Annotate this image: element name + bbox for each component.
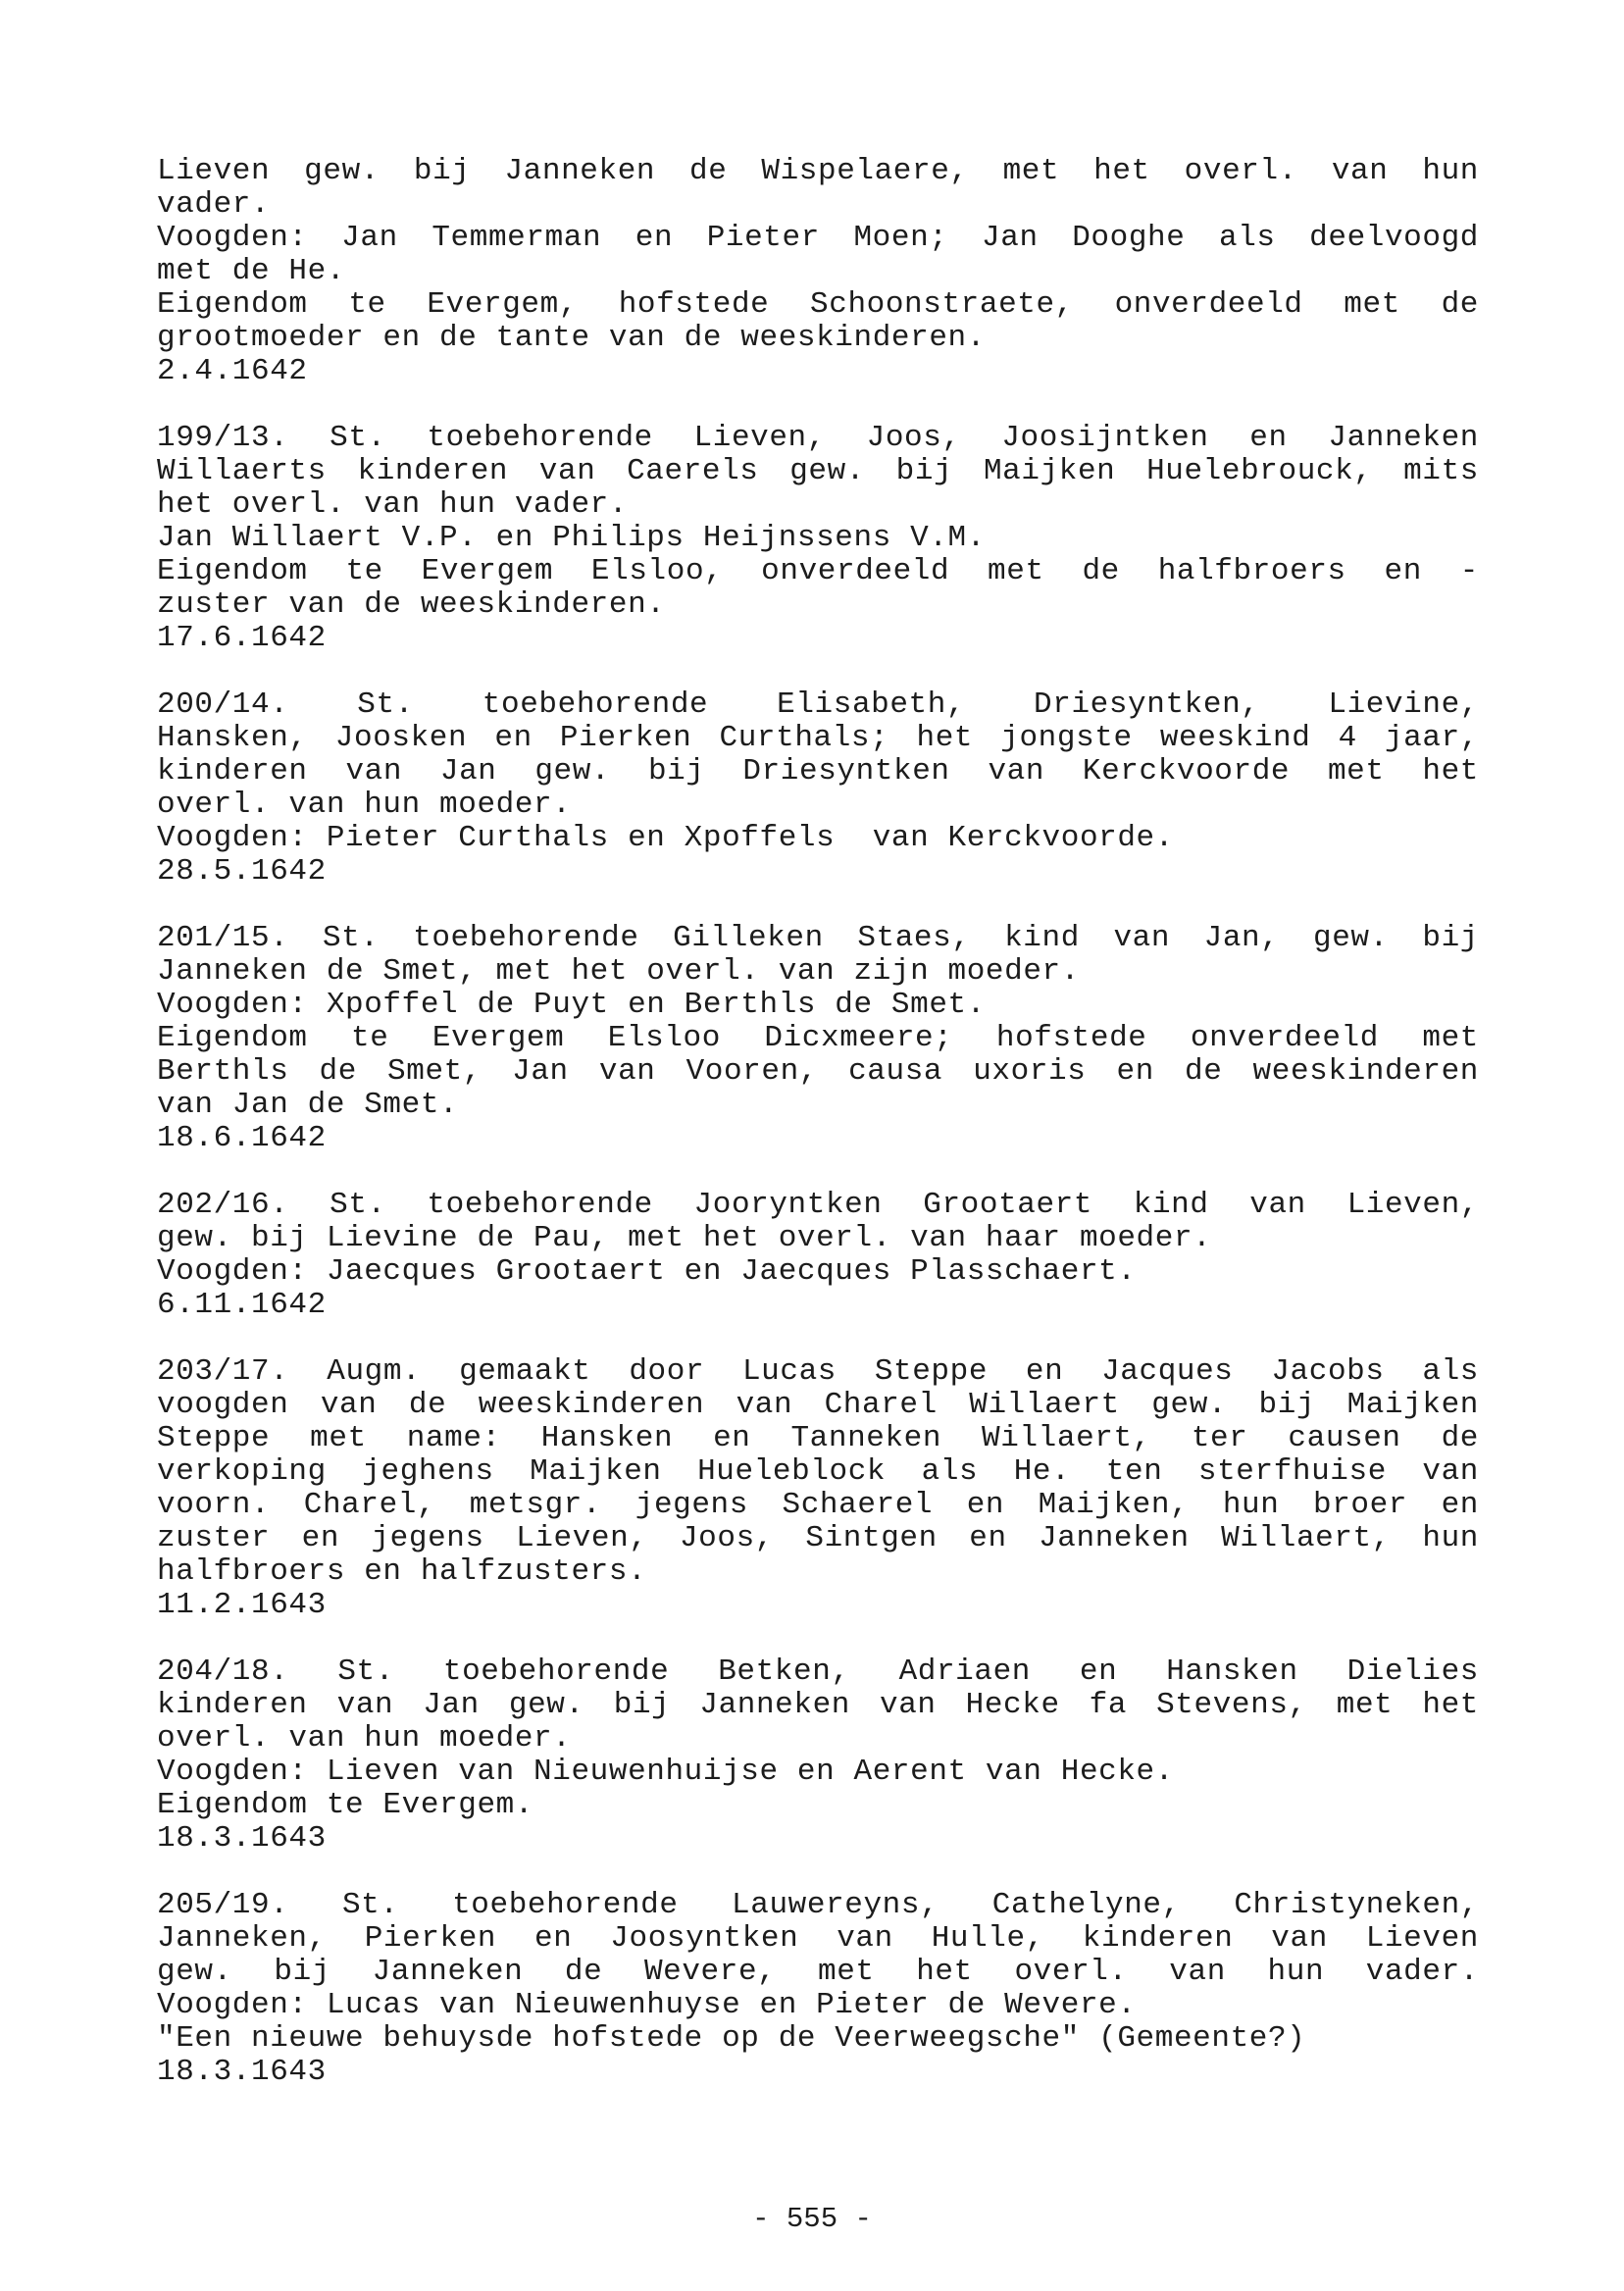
text-line: Eigendom te Evergem. xyxy=(157,1788,534,1822)
record-entry xyxy=(157,1189,1479,1322)
text-line: Eigendom te Evergem Elsloo Dicxmeere; hofstede onverdeeld met xyxy=(157,1021,1479,1055)
text-line: Steppe met name: Hansken en Tanneken Willaert, ter causen de xyxy=(157,1421,1479,1455)
text-line: grootmoeder en de tante van de weeskinderen. xyxy=(157,321,986,355)
text-line: het overl. van hun vader. xyxy=(157,487,629,522)
text-line: Voogden: Xpoffel de Puyt en Berthls de Smet. xyxy=(157,988,986,1022)
text-line: 18.6.1642 xyxy=(157,1121,327,1155)
document-page xyxy=(157,155,1479,2122)
text-line: kinderen van Jan gew. bij Driesyntken van Kerckvoorde met het xyxy=(157,754,1479,789)
text-line: Voogden: Jan Temmerman en Pieter Moen; Jan Dooghe als deelvoogd xyxy=(157,221,1479,255)
text-line: 18.3.1643 xyxy=(157,2055,327,2089)
text-line: 17.6.1642 xyxy=(157,621,327,655)
text-line: halfbroers en halfzusters. xyxy=(157,1554,647,1589)
record-entry xyxy=(157,922,1479,1155)
record-entry xyxy=(157,1655,1479,1856)
text-line: verkoping jeghens Maijken Hueleblock als He. ten sterfhuise van xyxy=(157,1454,1479,1489)
text-line: Janneken, Pierken en Joosyntken van Hulle, kinderen van Lieven xyxy=(157,1921,1479,1956)
text-line: Willaerts kinderen van Caerels gew. bij Maijken Huelebrouck, mits xyxy=(157,454,1479,488)
text-line: Janneken de Smet, met het overl. van zijn moeder. xyxy=(157,954,1080,989)
text-line: 18.3.1643 xyxy=(157,1821,327,1856)
text-line: Lieven gew. bij Janneken de Wispelaere, met het overl. van hun xyxy=(157,154,1479,188)
text-line: Eigendom te Evergem Elsloo, onverdeeld met de halfbroers en - xyxy=(157,554,1479,588)
record-entry xyxy=(157,155,1479,388)
text-line: 6.11.1642 xyxy=(157,1288,327,1322)
page-number: - 555 - xyxy=(752,2203,872,2235)
text-line: 199/13. St. toebehorende Lieven, Joos, Joosijntken en Janneken xyxy=(157,421,1479,455)
text-line: 28.5.1642 xyxy=(157,854,327,889)
text-line: Voogden: Pieter Curthals en Xpoffels van Kerckvoorde. xyxy=(157,821,1174,855)
text-line: voogden van de weeskinderen van Charel Willaert gew. bij Maijken xyxy=(157,1388,1479,1422)
text-line: met de He. xyxy=(157,254,346,288)
text-line: 202/16. St. toebehorende Jooryntken Grootaert kind van Lieven, xyxy=(157,1188,1479,1222)
text-line: Eigendom te Evergem, hofstede Schoonstraete, onverdeeld met de xyxy=(157,287,1479,322)
text-line: gew. bij Lievine de Pau, met het overl. van haar moeder. xyxy=(157,1221,1212,1255)
text-line: 201/15. St. toebehorende Gilleken Staes, kind van Jan, gew. bij xyxy=(157,921,1479,955)
text-line: kinderen van Jan gew. bij Janneken van Hecke fa Stevens, met het xyxy=(157,1688,1479,1722)
text-line: 200/14. St. toebehorende Elisabeth, Driesyntken, Lievine, xyxy=(157,687,1479,722)
text-line: Jan Willaert V.P. en Philips Heijnssens V.M. xyxy=(157,521,986,555)
text-line: voorn. Charel, metsgr. jegens Schaerel en Maijken, hun broer en xyxy=(157,1488,1479,1522)
text-line: 2.4.1642 xyxy=(157,354,308,388)
text-line: Hansken, Joosken en Pierken Curthals; het jongste weeskind 4 jaar, xyxy=(157,721,1479,755)
text-line: vader. xyxy=(157,187,271,222)
text-line: gew. bij Janneken de Wevere, met het overl. van hun vader. xyxy=(157,1955,1479,1989)
text-line: van Jan de Smet. xyxy=(157,1088,459,1122)
text-line: overl. van hun moeder. xyxy=(157,788,572,822)
text-line: Voogden: Lucas van Nieuwenhuyse en Pieter de Wevere. xyxy=(157,1988,1137,2022)
record-entry xyxy=(157,1889,1479,2089)
text-line: zuster van de weeskinderen. xyxy=(157,587,666,622)
record-entry xyxy=(157,422,1479,655)
text-line: 11.2.1643 xyxy=(157,1588,327,1622)
text-line: 204/18. St. toebehorende Betken, Adriaen en Hansken Dielies xyxy=(157,1655,1479,1689)
text-line: Voogden: Jaecques Grootaert en Jaecques Plasschaert. xyxy=(157,1254,1137,1289)
text-line: Berthls de Smet, Jan van Vooren, causa uxoris en de weeskinderen xyxy=(157,1054,1479,1089)
text-line: 203/17. Augm. gemaakt door Lucas Steppe en Jacques Jacobs als xyxy=(157,1354,1479,1389)
text-line: overl. van hun moeder. xyxy=(157,1721,572,1756)
text-line: 205/19. St. toebehorende Lauwereyns, Cathelyne, Christyneken, xyxy=(157,1888,1479,1922)
record-entry xyxy=(157,1355,1479,1622)
text-line: Voogden: Lieven van Nieuwenhuijse en Aerent van Hecke. xyxy=(157,1755,1174,1789)
text-line: zuster en jegens Lieven, Joos, Sintgen en Janneken Willaert, hun xyxy=(157,1521,1479,1555)
text-line: "Een nieuwe behuysde hofstede op de Veerweegsche" (Gemeente?) xyxy=(157,2021,1306,2056)
record-entry xyxy=(157,688,1479,889)
